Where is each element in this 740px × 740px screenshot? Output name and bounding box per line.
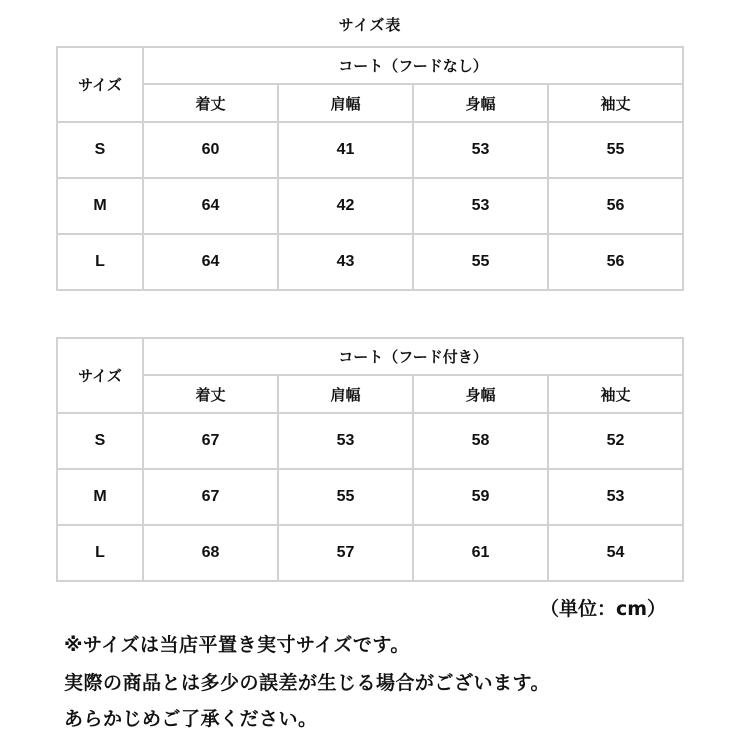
cell-value: 41: [278, 122, 413, 178]
cell-value: 64: [143, 234, 278, 290]
group-header: コート（フード付き）: [143, 338, 683, 375]
cell-value: 43: [278, 234, 413, 290]
cell-value: 55: [548, 122, 683, 178]
size-column-header: サイズ: [57, 338, 143, 413]
cell-value: 58: [413, 413, 548, 469]
table-row: [57, 525, 683, 581]
size-label: M: [57, 469, 143, 525]
cell-value: 53: [278, 413, 413, 469]
cell-value: 53: [548, 469, 683, 525]
unit-label: （単位：cm）: [539, 598, 666, 620]
table-row: [57, 122, 683, 178]
group-header: コート（フードなし）: [143, 47, 683, 84]
cell-value: 68: [143, 525, 278, 581]
cell-value: 54: [548, 525, 683, 581]
size-table-with-hood: [56, 337, 684, 582]
size-label: S: [57, 413, 143, 469]
note-line: 実際の商品とは多少の誤差が生じる場合がございます。: [64, 672, 550, 694]
column-header-chest: 身幅: [413, 84, 548, 122]
cell-value: 61: [413, 525, 548, 581]
cell-value: 56: [548, 234, 683, 290]
column-header-shoulder: 肩幅: [278, 375, 413, 413]
cell-value: 56: [548, 178, 683, 234]
size-label: M: [57, 178, 143, 234]
size-label: L: [57, 234, 143, 290]
column-header-shoulder: 肩幅: [278, 84, 413, 122]
cell-value: 60: [143, 122, 278, 178]
column-header-length: 着丈: [143, 375, 278, 413]
cell-value: 42: [278, 178, 413, 234]
cell-value: 67: [143, 413, 278, 469]
table-row: [57, 469, 683, 525]
cell-value: 55: [278, 469, 413, 525]
note-line: ※サイズは当店平置き実寸サイズです。: [64, 634, 410, 656]
table-row: [57, 234, 683, 290]
table-row: [57, 413, 683, 469]
note-line: あらかじめご了承ください。: [64, 708, 318, 730]
column-header-chest: 身幅: [413, 375, 548, 413]
cell-value: 57: [278, 525, 413, 581]
cell-value: 53: [413, 122, 548, 178]
cell-value: 67: [143, 469, 278, 525]
cell-value: 55: [413, 234, 548, 290]
page-title: サイズ表: [338, 16, 402, 34]
size-table-no-hood: [56, 46, 684, 291]
cell-value: 64: [143, 178, 278, 234]
size-column-header: サイズ: [57, 47, 143, 122]
cell-value: 53: [413, 178, 548, 234]
table-row: [57, 178, 683, 234]
cell-value: 52: [548, 413, 683, 469]
cell-value: 59: [413, 469, 548, 525]
size-label: L: [57, 525, 143, 581]
column-header-sleeve: 袖丈: [548, 84, 683, 122]
size-label: S: [57, 122, 143, 178]
column-header-length: 着丈: [143, 84, 278, 122]
column-header-sleeve: 袖丈: [548, 375, 683, 413]
